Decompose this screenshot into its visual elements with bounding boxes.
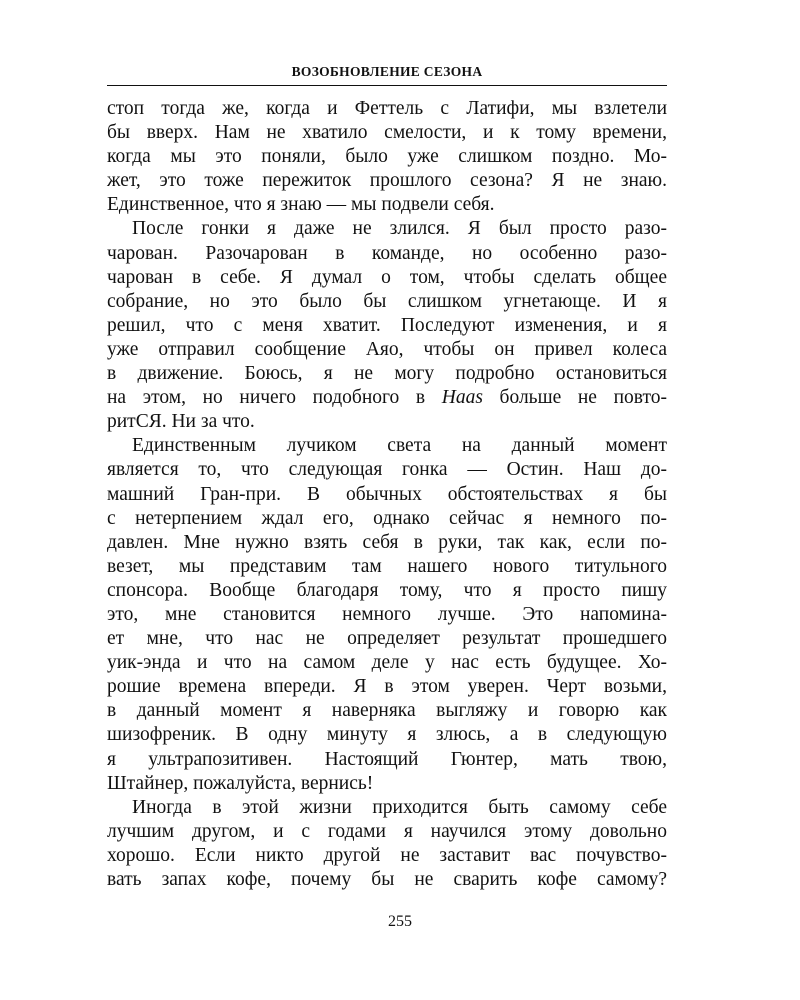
text-line: собрание, но это было бы слишком угнетающе. И я xyxy=(107,290,667,312)
text-line: в данный момент я наверняка выгляжу и говорю как xyxy=(107,700,667,722)
text-line: машний Гран-при. В обычных обстоятельствах я бы xyxy=(107,483,667,505)
text-line: рошие времена впереди. Я в этом уверен. Черт возьми, xyxy=(107,676,667,698)
running-head: ВОЗОБНОВЛЕНИЕ СЕЗОНА xyxy=(107,62,667,86)
text-line: Единственное, что я знаю — мы подвели себя. xyxy=(107,194,495,216)
text-line: чарован. Разочарован в команде, но особенно разо- xyxy=(107,242,667,264)
text-line: чарован в себе. Я думал о том, чтобы сделать общее xyxy=(107,266,667,288)
paragraph-2 xyxy=(107,217,667,434)
text-line: лучшим другом, и с годами я научился этому довольно xyxy=(107,820,667,842)
text-line: вать запах кофе, почему бы не сварить кофе самому? xyxy=(107,869,667,890)
text-line: является то, что следующая гонка — Остин. Наш до- xyxy=(107,459,667,481)
text-line: шизофреник. В одну минуту я злюсь, а в следующую xyxy=(107,724,667,746)
text-line: уик-энда и что на самом деле у нас есть будущее. Хо- xyxy=(107,652,667,674)
text-line: везет, мы представим там нашего нового титульного xyxy=(107,555,667,577)
text-line: уже отправил сообщение Аяо, чтобы он привел колеса xyxy=(107,338,667,360)
body-text xyxy=(107,97,667,892)
text-line-with-italic xyxy=(107,386,667,410)
paragraph-3 xyxy=(107,434,667,795)
text-line: бы вверх. Нам не хватило смелости, и к тому времени, xyxy=(107,122,667,144)
text-line: спонсора. Вообще благодаря тому, что я просто пишу xyxy=(107,579,667,601)
text-line: когда мы это поняли, было уже слишком поздно. Мо- xyxy=(107,146,667,168)
text-segment: на этом, но ничего подобного в xyxy=(107,387,426,409)
text-line: жет, это тоже пережиток прошлого сезона? Я не знаю. xyxy=(107,170,667,192)
paragraph-1 xyxy=(107,97,667,217)
page-number: 255 xyxy=(388,913,412,930)
text-line: в движение. Боюсь, я не могу подробно остановиться xyxy=(107,363,667,385)
paragraph-4 xyxy=(107,796,667,892)
text-line: решил, что с меня хватит. Последуют изменения, и я xyxy=(107,314,667,336)
text-line: После гонки я даже не злился. Я был просто разо- xyxy=(132,218,667,240)
text-line: это, мне становится немного лучше. Это напомина- xyxy=(107,603,667,625)
text-line: Иногда в этой жизни приходится быть самому себе xyxy=(132,796,667,818)
text-line: Единственным лучиком света на данный момент xyxy=(132,435,667,457)
book-page xyxy=(107,62,667,892)
text-segment: больше не повто- xyxy=(499,387,667,409)
text-line: давлен. Мне нужно взять себя в руки, так как, если по- xyxy=(107,531,667,553)
italic-team-name: Haas xyxy=(441,387,483,409)
text-line: ритСЯ. Ни за что. xyxy=(107,411,255,433)
text-line: Штайнер, пожалуйста, вернись! xyxy=(107,772,374,794)
text-line: хорошо. Если никто другой не заставит вас почувство- xyxy=(107,844,667,866)
text-line: с нетерпением ждал его, однако сейчас я немного по- xyxy=(107,507,667,529)
text-line: стоп тогда же, когда и Феттель с Латифи, мы взлетели xyxy=(107,98,667,119)
text-line: я ультрапозитивен. Настоящий Гюнтер, мать твою, xyxy=(107,748,667,770)
text-line: ет мне, что нас не определяет результат прошедшего xyxy=(107,628,667,650)
